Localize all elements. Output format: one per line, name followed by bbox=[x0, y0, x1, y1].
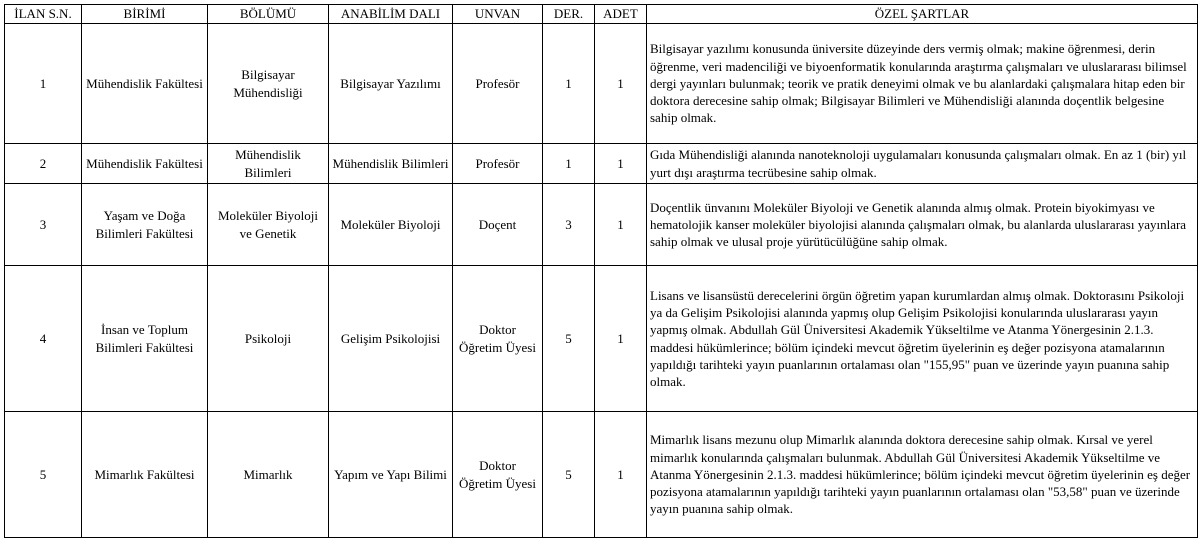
cell-adet: 1 bbox=[595, 24, 647, 144]
cell-unvan: Doktor Öğretim Üyesi bbox=[453, 412, 543, 538]
cell-der: 3 bbox=[543, 184, 595, 266]
cell-bolumu: Moleküler Biyoloji ve Genetik bbox=[208, 184, 329, 266]
cell-der: 1 bbox=[543, 144, 595, 184]
header-ilan-sn: İLAN S.N. bbox=[5, 5, 82, 24]
cell-bolumu: Mühendislik Bilimleri bbox=[208, 144, 329, 184]
cell-unvan: Profesör bbox=[453, 144, 543, 184]
cell-ozel-sartlar: Gıda Mühendisliği alanında nanoteknoloji uygulamaları konusunda çalışmaları olmak. En az 1 (bir) yıl yurt dışı araştırma tecrübesine sahip olmak. bbox=[647, 144, 1198, 184]
cell-der: 1 bbox=[543, 24, 595, 144]
cell-bolumu: Bilgisayar Mühendisliği bbox=[208, 24, 329, 144]
cell-der: 5 bbox=[543, 266, 595, 412]
cell-unvan: Profesör bbox=[453, 24, 543, 144]
header-adet: ADET bbox=[595, 5, 647, 24]
cell-anabilim-dali: Mühendislik Bilimleri bbox=[329, 144, 453, 184]
table-row bbox=[5, 184, 1198, 266]
cell-ilan-sn: 2 bbox=[5, 144, 82, 184]
header-row bbox=[5, 5, 1198, 24]
table-row bbox=[5, 412, 1198, 538]
cell-bolumu: Mimarlık bbox=[208, 412, 329, 538]
cell-adet: 1 bbox=[595, 412, 647, 538]
cell-ilan-sn: 4 bbox=[5, 266, 82, 412]
cell-der: 5 bbox=[543, 412, 595, 538]
cell-bolumu: Psikoloji bbox=[208, 266, 329, 412]
cell-anabilim-dali: Gelişim Psikolojisi bbox=[329, 266, 453, 412]
cell-ilan-sn: 1 bbox=[5, 24, 82, 144]
header-ozel-sartlar: ÖZEL ŞARTLAR bbox=[647, 5, 1198, 24]
cell-unvan: Doktor Öğretim Üyesi bbox=[453, 266, 543, 412]
cell-ozel-sartlar: Mimarlık lisans mezunu olup Mimarlık alanında doktora derecesine sahip olmak. Kırsal ve yerel mimarlık konularında çalışmaları bulunmak. Abdullah Gül Üniversitesi Akademik Yükseltilme ve Atanma Yönergesinin 2.1.3. maddesi hükümlerince; bölüm içindeki mevcut öğretim üyelerinin eş değer pozisyona atamalarının yapıldığı tarihteki yayın puanlarının ortalaması olan "53,58" puan ve üzerinde yayın puanına sahip olmak. bbox=[647, 412, 1198, 538]
table-row bbox=[5, 24, 1198, 144]
cell-adet: 1 bbox=[595, 144, 647, 184]
cell-birimi: Mimarlık Fakültesi bbox=[82, 412, 208, 538]
header-anabilim-dali: ANABİLİM DALI bbox=[329, 5, 453, 24]
cell-ilan-sn: 5 bbox=[5, 412, 82, 538]
cell-anabilim-dali: Moleküler Biyoloji bbox=[329, 184, 453, 266]
cell-birimi: Mühendislik Fakültesi bbox=[82, 24, 208, 144]
cell-birimi: Yaşam ve Doğa Bilimleri Fakültesi bbox=[82, 184, 208, 266]
cell-ozel-sartlar: Bilgisayar yazılımı konusunda üniversite düzeyinde ders vermiş olmak; makine öğrenmesi, derin öğrenme, veri madenciliği ve biyoenformatik konularında araştırma çalışmaları ve uluslararası bilimsel dergi yayınları bulunmak; teorik ve pratik deneyimi olmak ve bu alanlardaki çalışmalara hitap eden bir doktora derecesine sahip olmak; Bilgisayar Bilimleri ve Mühendisliği alanında doçentlik belgesine sahip olmak. bbox=[647, 24, 1198, 144]
cell-unvan: Doçent bbox=[453, 184, 543, 266]
cell-ozel-sartlar: Doçentlik ünvanını Moleküler Biyoloji ve Genetik alanında almış olmak. Protein biyokimyası ve hematolojik kanser moleküler biyolojisi alanında çalışmaları olmak, bu alanlarda uluslararası yayınlara sahip olmak ve ulusal proje yürütücülüğüne sahip olmak. bbox=[647, 184, 1198, 266]
job-listing-table bbox=[4, 4, 1198, 538]
header-birimi: BİRİMİ bbox=[82, 5, 208, 24]
header-unvan: UNVAN bbox=[453, 5, 543, 24]
cell-ilan-sn: 3 bbox=[5, 184, 82, 266]
table-header bbox=[5, 5, 1198, 24]
header-bolumu: BÖLÜMÜ bbox=[208, 5, 329, 24]
table-body bbox=[5, 24, 1198, 538]
cell-adet: 1 bbox=[595, 184, 647, 266]
table-row bbox=[5, 266, 1198, 412]
cell-birimi: İnsan ve Toplum Bilimleri Fakültesi bbox=[82, 266, 208, 412]
cell-anabilim-dali: Bilgisayar Yazılımı bbox=[329, 24, 453, 144]
table-row bbox=[5, 144, 1198, 184]
cell-birimi: Mühendislik Fakültesi bbox=[82, 144, 208, 184]
cell-adet: 1 bbox=[595, 266, 647, 412]
header-der: DER. bbox=[543, 5, 595, 24]
cell-anabilim-dali: Yapım ve Yapı Bilimi bbox=[329, 412, 453, 538]
cell-ozel-sartlar: Lisans ve lisansüstü derecelerini örgün öğretim yapan kurumlardan almış olmak. Doktorasını Psikoloji ya da Gelişim Psikolojisi alanında yapmış olup Gelişim Psikolojisi konularında uluslararası yayın yapmış olmak. Abdullah Gül Üniversitesi Akademik Yükseltilme ve Atanma Yönergesinin 2.1.3. maddesi hükümlerince; bölüm içindeki mevcut öğretim üyelerinin eş değer pozisyona atamalarının yapıldığı tarihteki yayın puanlarının ortalaması olan "155,95" puan ve üzerinde yayın puanına sahip olmak. bbox=[647, 266, 1198, 412]
